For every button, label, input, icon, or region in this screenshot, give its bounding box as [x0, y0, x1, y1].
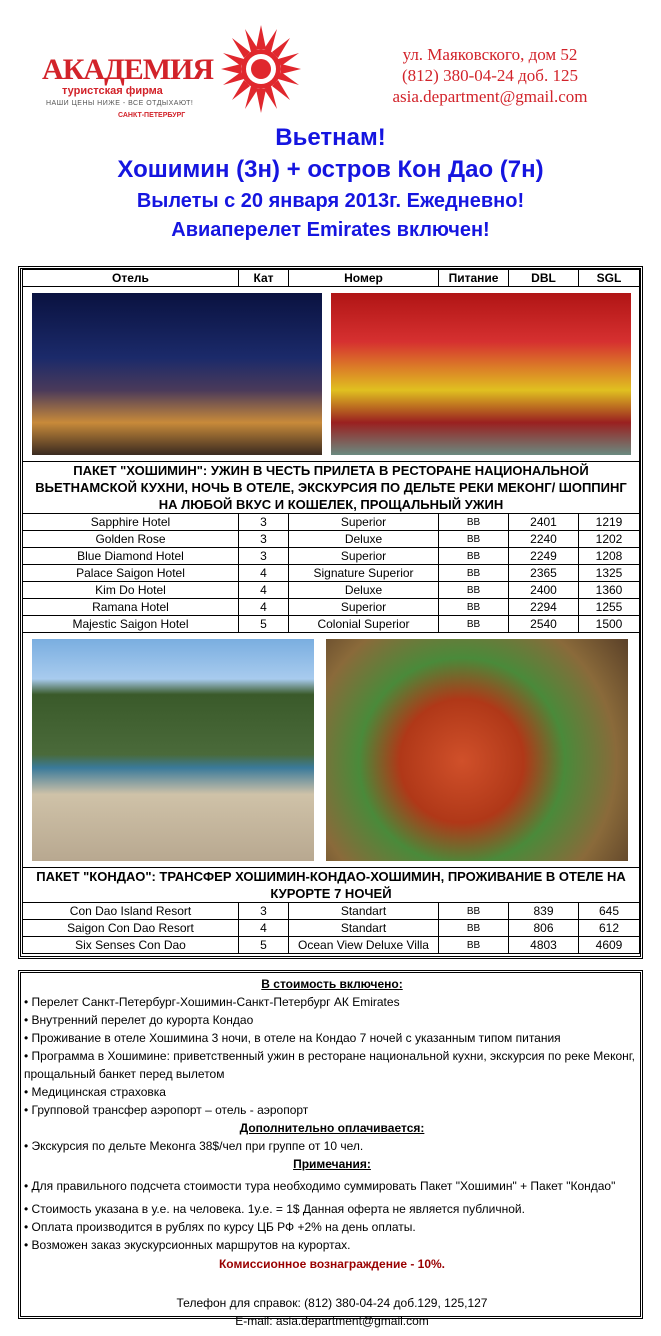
cell-sgl: 1325 — [579, 565, 640, 582]
company-logo — [40, 25, 270, 119]
cell-category: 3 — [239, 548, 289, 565]
info-box — [18, 970, 643, 1328]
logo-subtitle: туристская фирма — [62, 85, 163, 97]
offer-titles — [0, 122, 661, 245]
cell-meal: BB — [439, 565, 509, 582]
col-sgl: SGL — [579, 270, 640, 287]
title-flight: Авиаперелет Emirates включен! — [171, 219, 490, 241]
commission-text: Комиссионное вознаграждение - 10%. — [218, 1257, 446, 1271]
cell-hotel: Kim Do Hotel — [23, 582, 239, 599]
address: ул. Маяковского, дом 52 — [402, 45, 578, 64]
included-heading: В стоимость включено: — [261, 977, 403, 991]
table-row — [23, 514, 640, 531]
logo-city: САНКТ-ПЕТЕРБУРГ — [118, 112, 186, 119]
cell-dbl: 839 — [509, 903, 579, 920]
cell-hotel: Majestic Saigon Hotel — [23, 616, 239, 633]
table-row — [23, 599, 640, 616]
cell-category: 4 — [239, 582, 289, 599]
table-header — [23, 270, 640, 287]
cell-meal: BB — [439, 599, 509, 616]
package-hoshimin-title: ПАКЕТ "ХОШИМИН": УЖИН В ЧЕСТЬ ПРИЛЕТА В РЕСТОРАНЕ НАЦИОНАЛЬНОЙ ВЬЕТНАМСКОЙ КУХНИ, НОЧЬ В ОТЕЛЕ, ЭКСКУРСИЯ ПО ДЕЛЬТЕ РЕКИ МЕКОНГ/ ШОППИНГ НА ЛЮБОЙ ВКУС И КОШЕЛЕК, ПРОЩАЛЬНЫЙ УЖИН — [23, 462, 640, 514]
table-row — [23, 548, 640, 565]
table-row — [23, 903, 640, 920]
col-hotel: Отель — [23, 270, 239, 287]
cell-room: Deluxe — [289, 582, 439, 599]
extra-heading: Дополнительно оплачивается: — [239, 1121, 425, 1135]
title-country: Вьетнам! — [275, 124, 386, 151]
cell-dbl: 4803 — [509, 937, 579, 954]
cell-meal: BB — [439, 937, 509, 954]
cell-sgl: 1255 — [579, 599, 640, 616]
cell-room: Ocean View Deluxe Villa — [289, 937, 439, 954]
cell-meal: BB — [439, 531, 509, 548]
col-dbl: DBL — [509, 270, 579, 287]
list-item: • Экскурсия по дельте Меконга 38$/чел при группе от 10 чел. — [24, 1139, 364, 1153]
cell-dbl: 2294 — [509, 599, 579, 616]
cell-sgl: 4609 — [579, 937, 640, 954]
cell-room: Superior — [289, 514, 439, 531]
list-item: • Программа в Хошимине: приветственный ужин в ресторане национальной кухни, экскурсия по реке Меконг, прощальный банкет перед вылетом — [24, 1049, 635, 1081]
cell-sgl: 1219 — [579, 514, 640, 531]
list-item: • Оплата производится в рублях по курсу ЦБ РФ +2% на день оплаты. — [24, 1220, 416, 1234]
list-item: • Перелет Санкт-Петербург-Хошимин-Санкт-Петербург АК Emirates — [24, 995, 400, 1009]
contact-info — [340, 44, 640, 107]
cell-room: Deluxe — [289, 531, 439, 548]
table-row — [23, 937, 640, 954]
table-row — [23, 565, 640, 582]
package-kondao-title: ПАКЕТ "КОНДАО": ТРАНСФЕР ХОШИМИН-КОНДАО-ХОШИМИН, ПРОЖИВАНИЕ В ОТЕЛЕ НА КУРОРТЕ 7 НОЧЕЙ — [23, 868, 640, 903]
saigon-night-photo — [32, 293, 322, 455]
cell-room: Standart — [289, 903, 439, 920]
cell-hotel: Sapphire Hotel — [23, 514, 239, 531]
cell-meal: BB — [439, 920, 509, 937]
cell-sgl: 1208 — [579, 548, 640, 565]
cell-category: 5 — [239, 937, 289, 954]
col-category: Кат — [239, 270, 289, 287]
list-item: • Возможен заказ экускурсионных маршрутов на курортах. — [24, 1238, 351, 1252]
col-room: Номер — [289, 270, 439, 287]
cell-room: Standart — [289, 920, 439, 937]
col-meal: Питание — [439, 270, 509, 287]
list-item: • Стоимость указана в у.е. на человека. 1у.е. = 1$ Данная оферта не является публичной. — [24, 1202, 525, 1216]
cell-hotel: Saigon Con Dao Resort — [23, 920, 239, 937]
cell-room: Superior — [289, 548, 439, 565]
cell-category: 3 — [239, 514, 289, 531]
cell-category: 5 — [239, 616, 289, 633]
cell-category: 4 — [239, 565, 289, 582]
cell-hotel: Blue Diamond Hotel — [23, 548, 239, 565]
cell-meal: BB — [439, 616, 509, 633]
title-route: Хошимин (3н) + остров Кон Дао (7н) — [117, 156, 544, 183]
price-table — [22, 269, 640, 954]
extra-list — [24, 1137, 640, 1155]
footer-email[interactable]: E-mail: asia.department@gmail.com — [235, 1314, 429, 1328]
logo-text: АКАДЕМИЯ — [42, 53, 214, 86]
package-hoshimin-rows — [23, 514, 640, 633]
cell-room: Signature Superior — [289, 565, 439, 582]
header — [0, 0, 661, 119]
cell-hotel: Palace Saigon Hotel — [23, 565, 239, 582]
list-item: • Для правильного подсчета стоимости тура необходимо суммировать Пакет "Хошимин" + Пакет "Кондао" — [24, 1179, 616, 1193]
cell-dbl: 2365 — [509, 565, 579, 582]
cell-meal: BB — [439, 903, 509, 920]
notes-heading: Примечания: — [293, 1157, 371, 1171]
festival-parade-photo — [331, 293, 631, 455]
table-row — [23, 531, 640, 548]
cell-dbl: 806 — [509, 920, 579, 937]
sun-emblem-icon — [220, 23, 302, 115]
cell-sgl: 1360 — [579, 582, 640, 599]
cell-room: Colonial Superior — [289, 616, 439, 633]
cell-sgl: 1500 — [579, 616, 640, 633]
cell-dbl: 2240 — [509, 531, 579, 548]
cell-dbl: 2400 — [509, 582, 579, 599]
package-kondao-rows — [23, 903, 640, 954]
phone: (812) 380-04-24 доб. 125 — [402, 66, 578, 85]
table-row — [23, 616, 640, 633]
cell-hotel: Six Senses Con Dao — [23, 937, 239, 954]
cell-meal: BB — [439, 582, 509, 599]
cell-category: 3 — [239, 531, 289, 548]
cell-sgl: 612 — [579, 920, 640, 937]
cell-meal: BB — [439, 548, 509, 565]
crab-dish-photo — [326, 639, 628, 861]
cell-category: 4 — [239, 920, 289, 937]
cell-hotel: Con Dao Island Resort — [23, 903, 239, 920]
cell-room: Superior — [289, 599, 439, 616]
list-item: • Медицинская страховка — [24, 1085, 166, 1099]
list-item: • Внутренний перелет до курорта Кондао — [24, 1013, 254, 1027]
cell-category: 3 — [239, 903, 289, 920]
cell-hotel: Ramana Hotel — [23, 599, 239, 616]
beach-photo — [32, 639, 314, 861]
table-row — [23, 582, 640, 599]
cell-sgl: 645 — [579, 903, 640, 920]
cell-dbl: 2249 — [509, 548, 579, 565]
notes-list — [24, 1177, 640, 1254]
cell-hotel: Golden Rose — [23, 531, 239, 548]
cell-dbl: 2401 — [509, 514, 579, 531]
email-link[interactable]: asia.department@gmail.com — [392, 87, 588, 106]
table-row — [23, 920, 640, 937]
included-list — [24, 993, 640, 1119]
title-dates: Вылеты с 20 января 2013г. Ежедневно! — [136, 190, 525, 212]
price-table-box — [18, 266, 643, 959]
footer-phone: Телефон для справок: (812) 380-04-24 доб.129, 125,127 — [176, 1296, 488, 1310]
list-item: • Проживание в отеле Хошимина 3 ночи, в отеле на Кондао 7 ночей с указанным типом питания — [24, 1031, 561, 1045]
list-item: • Групповой трансфер аэропорт – отель - аэропорт — [24, 1103, 309, 1117]
cell-dbl: 2540 — [509, 616, 579, 633]
cell-sgl: 1202 — [579, 531, 640, 548]
cell-category: 4 — [239, 599, 289, 616]
cell-meal: BB — [439, 514, 509, 531]
logo-slogan: НАШИ ЦЕНЫ НИЖЕ - ВСЕ ОТДЫХАЮТ! — [46, 100, 194, 107]
